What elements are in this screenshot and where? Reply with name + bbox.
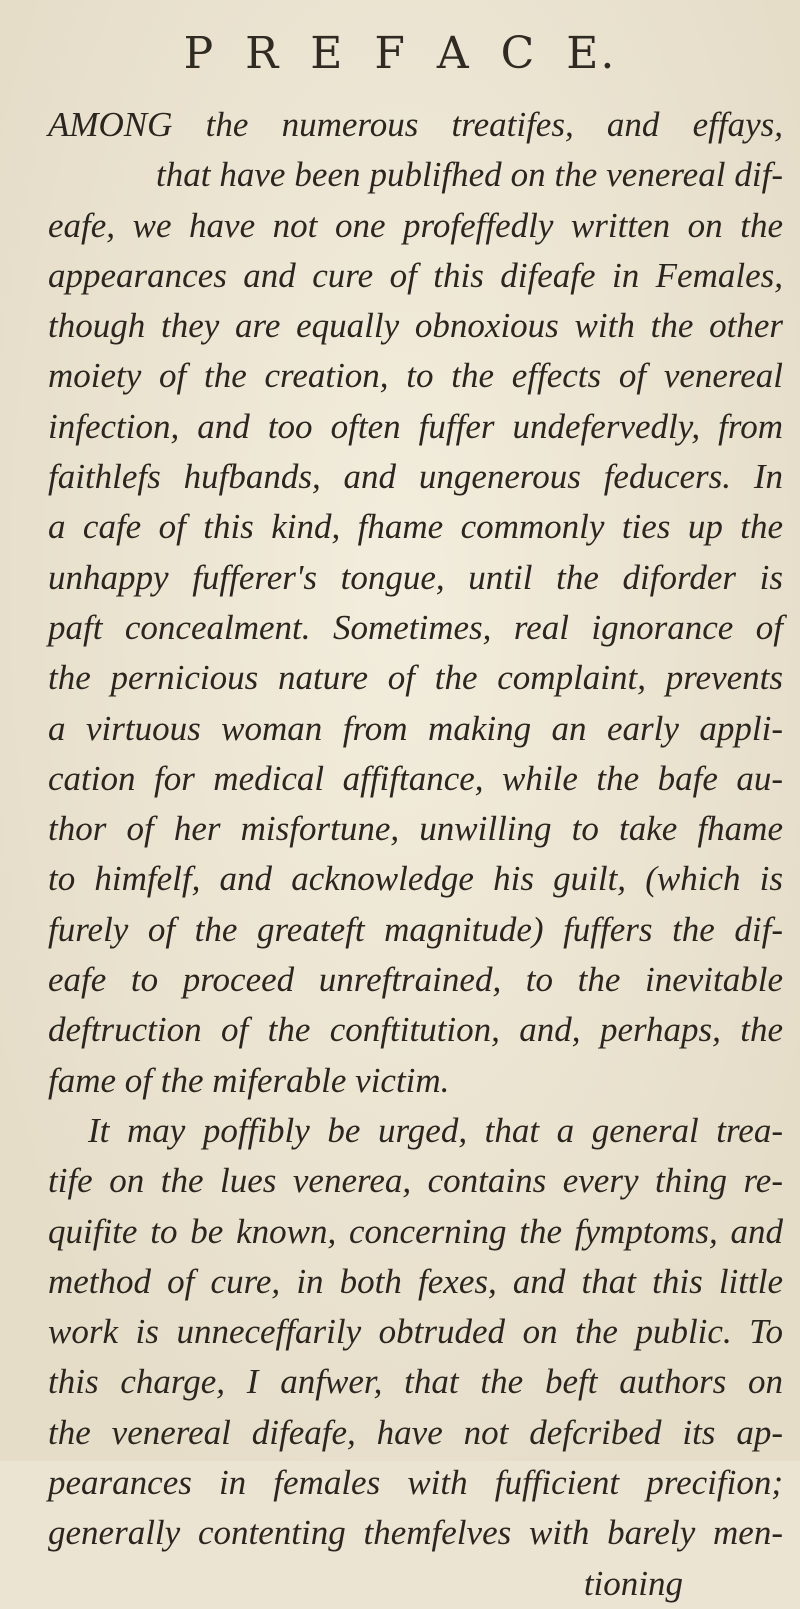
text-line: eafe, we have not one profeffedly written on the [48, 205, 783, 245]
text-line: cation for medical affiftance, while the bafe au- [48, 758, 783, 798]
text-line: eafe to proceed unreftrained, to the inevitable [48, 960, 783, 1000]
text-line: fame of the miferable victim. [48, 1060, 450, 1100]
text-line: the venereal difeafe, have not defcribed its ap- [48, 1412, 783, 1452]
page-heading: P R E F A C E. [183, 28, 617, 79]
text-line: infection, and too often fuffer undefervedly, from [48, 406, 783, 446]
text-line: deftruction of the conftitution, and, perhaps, the [48, 1010, 783, 1050]
text-line: moiety of the creation, to the effects of venereal [48, 356, 783, 396]
text-line: thor of her misfortune, unwilling to take fhame [48, 809, 783, 849]
text-line: generally contenting themfelves with barely men- [48, 1513, 783, 1553]
text-line: method of cure, in both fexes, and that this little [48, 1261, 783, 1301]
text-line: furely of the greateft magnitude) fuffers the dif- [48, 909, 783, 949]
text-line: a virtuous woman from making an early appli- [48, 708, 783, 748]
text-line: tife on the lues venerea, contains every thing re- [48, 1161, 783, 1201]
text-line: a cafe of this kind, fhame commonly ties up the [48, 507, 783, 547]
body-text [48, 100, 783, 1609]
text-line: paft concealment. Sometimes, real ignorance of [48, 607, 783, 647]
catchword: tioning [583, 1563, 683, 1603]
text-line: unhappy fufferer's tongue, until the diforder is [48, 557, 783, 597]
text-line: It may poffibly be urged, that a general trea- [88, 1110, 783, 1150]
text-line: that have been publifhed on the venereal dif- [156, 155, 783, 195]
text-line: AMONG the numerous treatifes, and effays, [48, 105, 783, 144]
text-line: to himfelf, and acknowledge his guilt, (which is [48, 859, 783, 899]
text-line: faithlefs hufbands, and ungenerous feducers. In [48, 457, 783, 497]
text-line: though they are equally obnoxious with the other [48, 306, 783, 346]
text-line: appearances and cure of this difeafe in Females, [48, 255, 783, 295]
text-line: work is unneceffarily obtruded on the public. To [48, 1312, 783, 1352]
text-line: this charge, I anfwer, that the beft authors on [48, 1362, 783, 1402]
text-line: quifite to be known, concerning the fymptoms, and [48, 1211, 783, 1251]
text-line: the pernicious nature of the complaint, prevents [48, 658, 783, 698]
text-line: pearances in females with fufficient precifion; [48, 1463, 783, 1503]
